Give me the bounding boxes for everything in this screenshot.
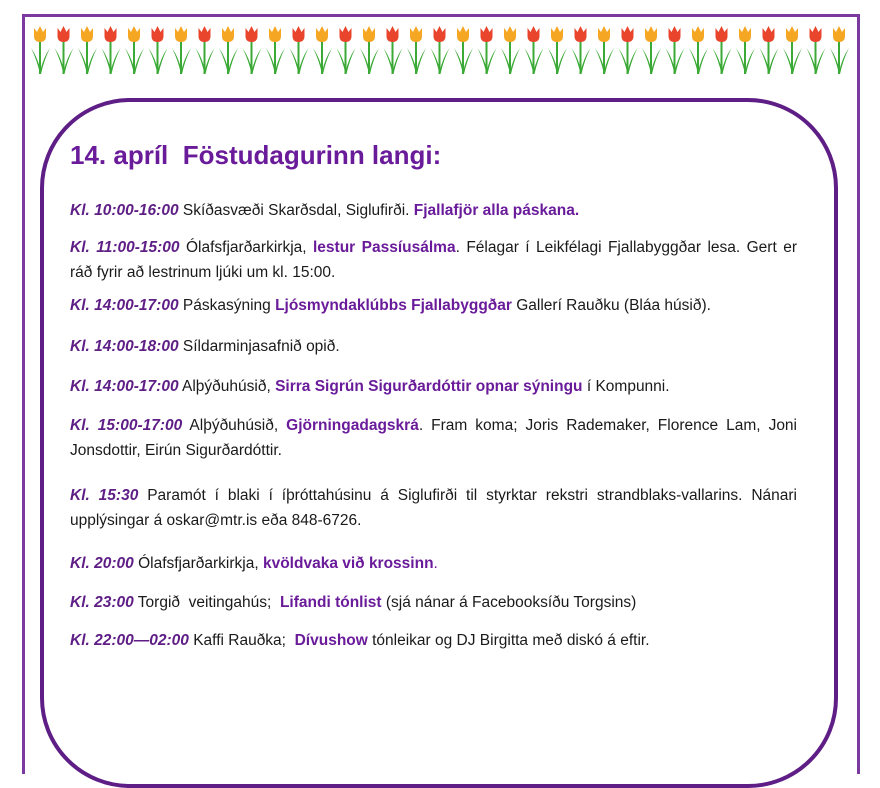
event-highlight: Ljósmyndaklúbbs Fjallabyggðar xyxy=(275,297,512,314)
entry-text: Síldarminjasafnið opið. xyxy=(178,338,340,355)
entry-text: Skíðasvæði Skarðsdal, Siglufirði. xyxy=(178,202,414,219)
entry-text: Alþýðuhúsið, xyxy=(178,378,276,395)
schedule-entry xyxy=(70,483,797,533)
event-highlight: Gjörningadagskrá xyxy=(286,417,419,434)
event-highlight: Dívushow xyxy=(294,632,368,649)
entry-text: Torgið veitingahús; xyxy=(133,594,280,611)
event-highlight: Fjallafjör alla páskana. xyxy=(413,202,580,219)
tulip-icon xyxy=(760,26,779,74)
entry-text: Ólafsfjarðarkirkja, xyxy=(179,239,313,256)
tulip-icon xyxy=(478,26,497,74)
tulip-icon xyxy=(407,26,426,74)
entry-time: Kl. 15:00-17:00 xyxy=(70,417,183,434)
tulip-icon xyxy=(642,26,661,74)
schedule-entry xyxy=(70,628,797,653)
entry-text: . xyxy=(433,555,438,572)
tulip-icon xyxy=(619,26,638,74)
tulip-icon xyxy=(501,26,520,74)
tulip-icon xyxy=(736,26,755,74)
entry-time: Kl. 11:00-15:00 xyxy=(70,239,180,256)
tulip-icon xyxy=(219,26,238,74)
tulip-icon xyxy=(290,26,309,74)
tulip-icon xyxy=(830,26,849,74)
schedule-entry xyxy=(70,374,797,399)
tulip-icon xyxy=(149,26,168,74)
event-highlight: Sirra Sigrún Sigurðardóttir opnar sýningu xyxy=(275,378,583,395)
tulip-icon xyxy=(666,26,685,74)
tulip-icon xyxy=(313,26,332,74)
tulip-border xyxy=(30,24,852,80)
entry-text: Ólafsfjarðarkirkja, xyxy=(133,555,263,572)
entry-text: Gallerí Rauðku (Bláa húsið). xyxy=(511,297,711,314)
entry-time: Kl. 14:00-17:00 xyxy=(70,297,179,314)
tulip-icon xyxy=(243,26,262,74)
entry-time: Kl. 14:00-17:00 xyxy=(70,378,179,395)
tulip-icon xyxy=(525,26,544,74)
event-highlight: Lifandi tónlist xyxy=(279,594,382,611)
entry-text: Kaffi Rauðka; xyxy=(188,632,295,649)
tulip-icon xyxy=(595,26,614,74)
entry-text: Páskasýning xyxy=(178,297,276,314)
schedule-entry xyxy=(70,551,797,576)
entry-text: . Fram koma; Joris Rademaker, Florence Lam, Joni Jonsdottir, Eirún Sigurðardóttir. xyxy=(70,417,797,459)
entry-text: í Kompunni. xyxy=(582,378,670,395)
tulip-icon xyxy=(78,26,97,74)
entry-text: Alþýðuhúsið, xyxy=(182,417,287,434)
entry-time: Kl. 10:00-16:00 xyxy=(70,202,179,219)
tulip-icon xyxy=(172,26,191,74)
tulip-icon xyxy=(689,26,708,74)
tulip-icon xyxy=(807,26,826,74)
entry-text: Paramót í blaki í íþróttahúsinu á Siglufirði til styrktar rekstri strandblaks-vallarins. Nánari upplýsingar á oskar@mtr.is eða 848-6726. xyxy=(70,487,797,529)
schedule-entry xyxy=(70,334,797,359)
tulip-icon xyxy=(196,26,215,74)
entry-text: (sjá nánar á Facebooksíðu Torgsins) xyxy=(381,594,637,611)
schedule-entry xyxy=(70,293,797,318)
tulip-icon xyxy=(125,26,144,74)
event-highlight: kvöldvaka við krossinn xyxy=(262,555,434,572)
tulip-icon xyxy=(384,26,403,74)
tulip-icon xyxy=(360,26,379,74)
entry-time: Kl. 14:00-18:00 xyxy=(70,338,179,355)
tulip-icon xyxy=(55,26,74,74)
schedule-entry xyxy=(70,590,797,615)
tulip-icon xyxy=(548,26,567,74)
schedule-entry xyxy=(70,413,797,463)
tulip-icon xyxy=(713,26,732,74)
entry-time: Kl. 23:00 xyxy=(70,594,134,611)
schedule-entry xyxy=(70,198,797,223)
tulip-icon xyxy=(337,26,356,74)
tulip-icon xyxy=(266,26,285,74)
entry-time: Kl. 20:00 xyxy=(70,555,134,572)
tulip-icon xyxy=(572,26,591,74)
entry-text: tónleikar og DJ Birgitta með diskó á eftir. xyxy=(367,632,650,649)
entry-time: Kl. 15:30 xyxy=(70,487,139,504)
tulip-icon xyxy=(102,26,121,74)
day-heading: 14. apríl Föstudagurinn langi: xyxy=(70,140,442,170)
schedule-entry xyxy=(70,235,797,285)
entry-time: Kl. 22:00—02:00 xyxy=(70,632,189,649)
tulip-icon xyxy=(431,26,450,74)
tulip-icon xyxy=(783,26,802,74)
entry-text: . Félagar í Leikfélagi Fjallabyggðar lesa. Gert er ráð fyrir að lestrinum ljúki um kl. 15:00. xyxy=(70,239,797,281)
tulip-icon xyxy=(31,26,50,74)
event-highlight: lestur Passíusálma xyxy=(313,239,456,256)
tulip-icon xyxy=(454,26,473,74)
